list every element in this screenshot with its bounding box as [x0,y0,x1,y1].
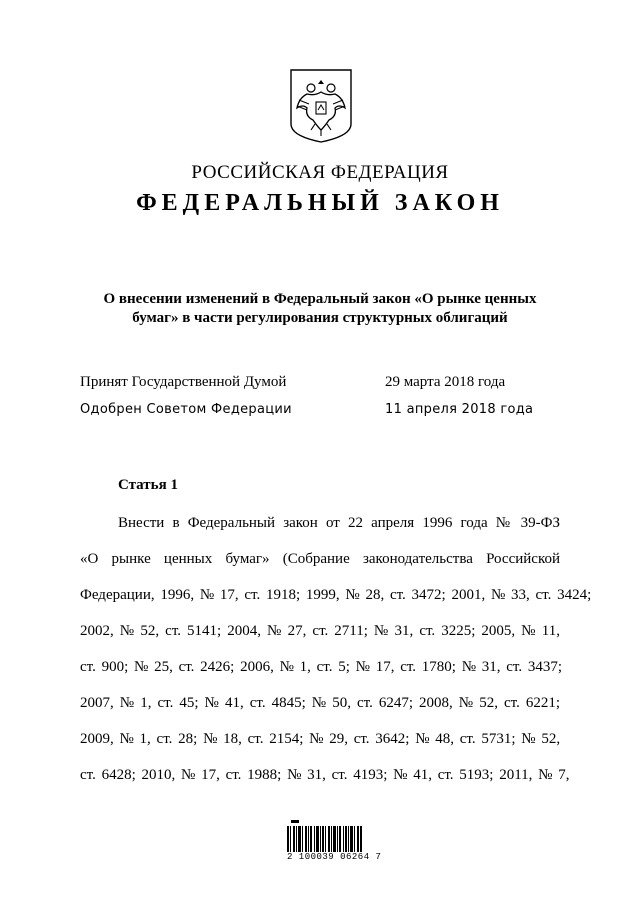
article-line: 2009, № 1, ст. 28; № 18, ст. 2154; № 29, ст. 3642; № 48, ст. 5731; № 52, [80,731,561,747]
law-title [80,290,560,328]
article-line: Внести в Федеральный закон от 22 апреля 1996 года № 39-ФЗ [118,515,560,531]
council-approval-label: Одобрен Советом Федерации [80,402,292,417]
law-type-heading: ФЕДЕРАЛЬНЫЙ ЗАКОН [136,190,504,216]
document-barcode [287,820,363,856]
article-line: 2007, № 1, ст. 45; № 41, ст. 4845; № 50, ст. 6247; 2008, № 52, ст. 6221; [80,695,560,711]
article-line: ст. 900; № 25, ст. 2426; 2006, № 1, ст. 5; № 17, ст. 1780; № 31, ст. 3437; [80,659,563,675]
article-line: ст. 6428; 2010, № 17, ст. 1988; № 31, ст. 4193; № 41, ст. 5193; 2011, № 7, [80,767,570,783]
barcode-number: 2 100039 06264 7 [287,852,382,862]
article-line: 2002, № 52, ст. 5141; 2004, № 27, ст. 2711; № 31, ст. 3225; 2005, № 11, [80,623,560,639]
council-approval-date: 11 апреля 2018 года [385,402,534,417]
law-title-line: бумаг» в части регулирования структурных облигаций [132,310,508,326]
article-line: Федерации, 1996, № 17, ст. 1918; 1999, № 28, ст. 3472; 2001, № 33, ст. 3424; [80,587,592,603]
article-heading: Статья 1 [118,477,178,493]
article-line: «О рынке ценных бумаг» (Собрание законодательства Российской [80,551,560,567]
article-body [80,505,592,793]
duma-adoption-date: 29 марта 2018 года [385,374,506,390]
duma-adoption-label: Принят Государственной Думой [80,374,287,390]
country-name: РОССИЙСКАЯ ФЕДЕРАЦИЯ [191,162,449,183]
coat-of-arms-emblem [285,66,357,144]
law-title-line: О внесении изменений в Федеральный закон «О рынке ценных [103,291,537,307]
